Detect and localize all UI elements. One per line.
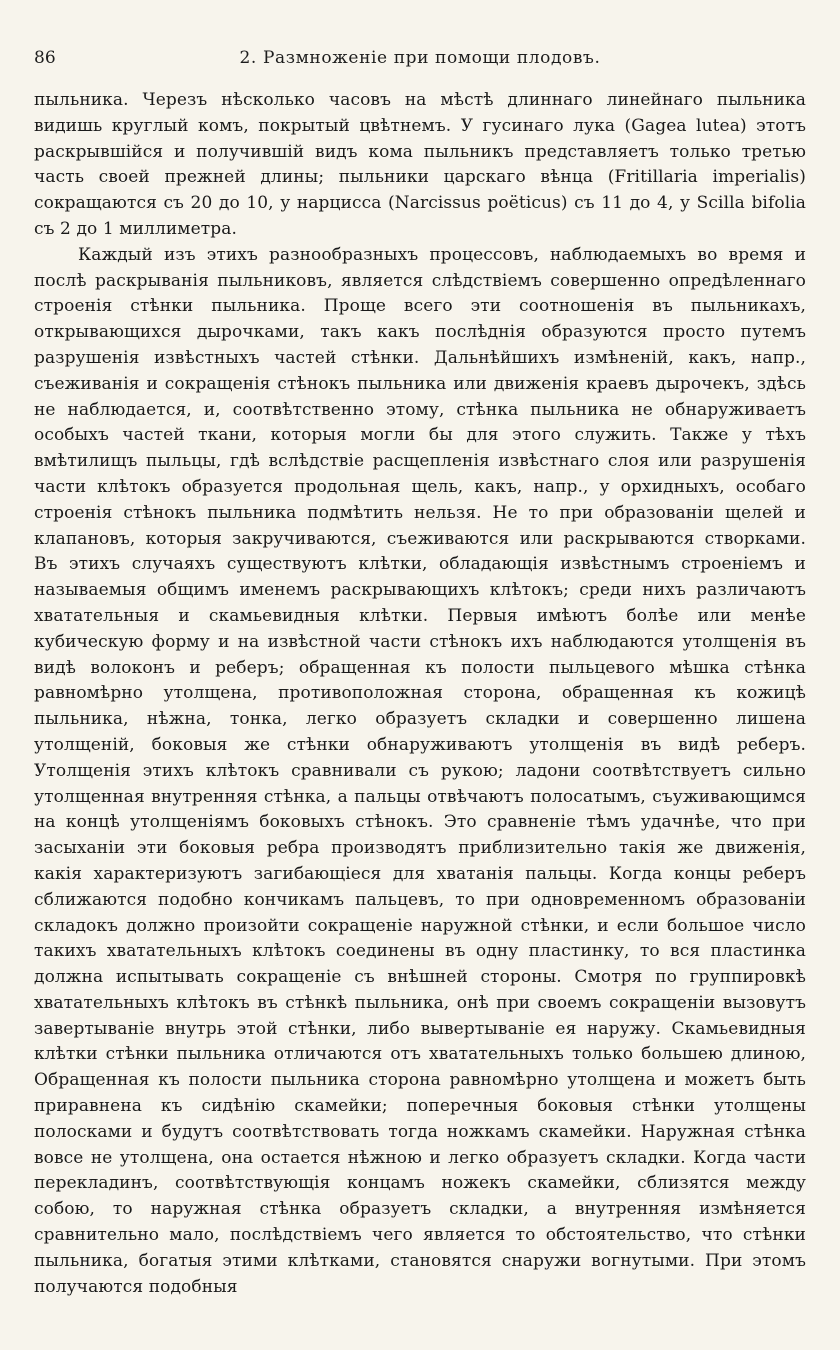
- page-header: [34, 48, 806, 76]
- running-title: 2. Размноженіе при помощи плодовъ.: [239, 48, 601, 68]
- page-body: [34, 88, 806, 1300]
- page-number: 86: [34, 48, 56, 68]
- paragraph-main: Каждый изъ этихъ разнообразныхъ процессовъ, наблюдаемыхъ во время и послѣ раскрыванія пыльниковъ, является слѣдствіемъ совершенно опредѣленнаго строенія стѣнки пыльника. Проще всего эти соотношенія въ пыльникахъ, открывающихся дырочками, такъ какъ послѣднія образуются просто путемъ разрушенія извѣстныхъ частей стѣнки. Дальнѣйшихъ измѣненій, какъ, напр., съеживанія и сокращенія стѣнокъ пыльника или движенія краевъ дырочекъ, здѣсь не наблюдается, и, соотвѣтственно этому, стѣнка пыльника не обнаруживаетъ особыхъ частей ткани, которыя могли бы для этого служить. Также у тѣхъ вмѣтилищъ пыльцы, гдѣ вслѣдствіе расщепленія извѣстнаго слоя или разрушенія части клѣтокъ образуется продольная щель, какъ, напр., у орхидныхъ, особаго строенія стѣнокъ пыльника подмѣтить нельзя. Не то при образованіи щелей и клапановъ, которыя закручиваются, съеживаются или раскрываются створками. Въ этихъ случаяхъ существуютъ клѣтки, обладающія извѣстнымъ строеніемъ и называемыя общимъ именемъ раскрывающихъ клѣтокъ; среди нихъ различаютъ хватательныя и скамьевидныя клѣтки. Первыя имѣютъ болѣе или менѣе кубическую форму и на извѣстной части стѣнокъ ихъ наблюдаются утолщенія въ видѣ волоконъ и реберъ; обращенная къ полости пыльцевого мѣшка стѣнка равномѣрно утолщена, противоположная сторона, обращенная къ кожицѣ пыльника, нѣжна, тонка, легко образуетъ складки и совершенно лишена утолщеній, боковыя же стѣнки обнаруживаютъ утолщенія въ видѣ реберъ. Утолщенія этихъ клѣтокъ сравнивали съ рукою; ладони соотвѣтствуетъ сильно утолщенная внутренняя стѣнка, а пальцы отвѣчаютъ полосатымъ, съуживающимся на концѣ утолщеніямъ боковыхъ стѣнокъ. Это сравненіе тѣмъ удачнѣе, что при засыханіи эти боковыя ребра производятъ приблизительно такія же движенія, какія характеризуютъ загибающіеся для хватанія пальцы. Когда концы реберъ сближаются подобно кончикамъ пальцевъ, то при одновременномъ образованіи складокъ должно произойти сокращеніе наружной стѣнки, и если большое число такихъ хватательныхъ клѣтокъ соединены въ одну пластинку, то вся пластинка должна испытывать сокращеніе съ внѣшней стороны. Смотря по группировкѣ хватательныхъ клѣтокъ въ стѣнкѣ пыльника, онѣ при своемъ сокращеніи вызовутъ завертываніе внутрь этой стѣнки, либо вывертываніе ея наружу. Скамьевидныя клѣтки стѣнки пыльника отличаются отъ хватательныхъ только большею длиною, Обращенная къ полости пыльника сторона равномѣрно утолщена и можетъ быть приравнена къ сидѣнію скамейки; поперечныя боковыя стѣнки утолщены полосками и будутъ соотвѣтствовать тогда ножкамъ скамейки. Наружная стѣнка вовсе не утолщена, она остается нѣжною и легко образуетъ складки. Когда части перекладинъ, соотвѣтствующія концамъ ножекъ скамейки, сблизятся между собою, то наружная стѣнка образуетъ складки, а внутренняя измѣняется сравнительно мало, послѣдствіемъ чего является то обстоятельство, что стѣнки пыльника, богатыя этими клѣтками, становятся снаружи вогнутыми. При этомъ получаются подобныя: [34, 244, 806, 1297]
- paragraph-continuation: пыльника. Черезъ нѣсколько часовъ на мѣстѣ длиннаго линейнаго пыльника видишь круглый комъ, покрытый цвѣтнемъ. У гусинаго лука (Gagea lutea) этотъ раскрывшійся и получившій видъ кома пыльникъ представляетъ только третью часть своей прежней длины; пыльники царскаго вѣнца (Fritillaria imperialis) сокращаются съ 20 до 10, у нарцисса (Narcissus poëticus) съ 11 до 4, у Scilla bifolia съ 2 до 1 миллиметра.: [34, 90, 806, 239]
